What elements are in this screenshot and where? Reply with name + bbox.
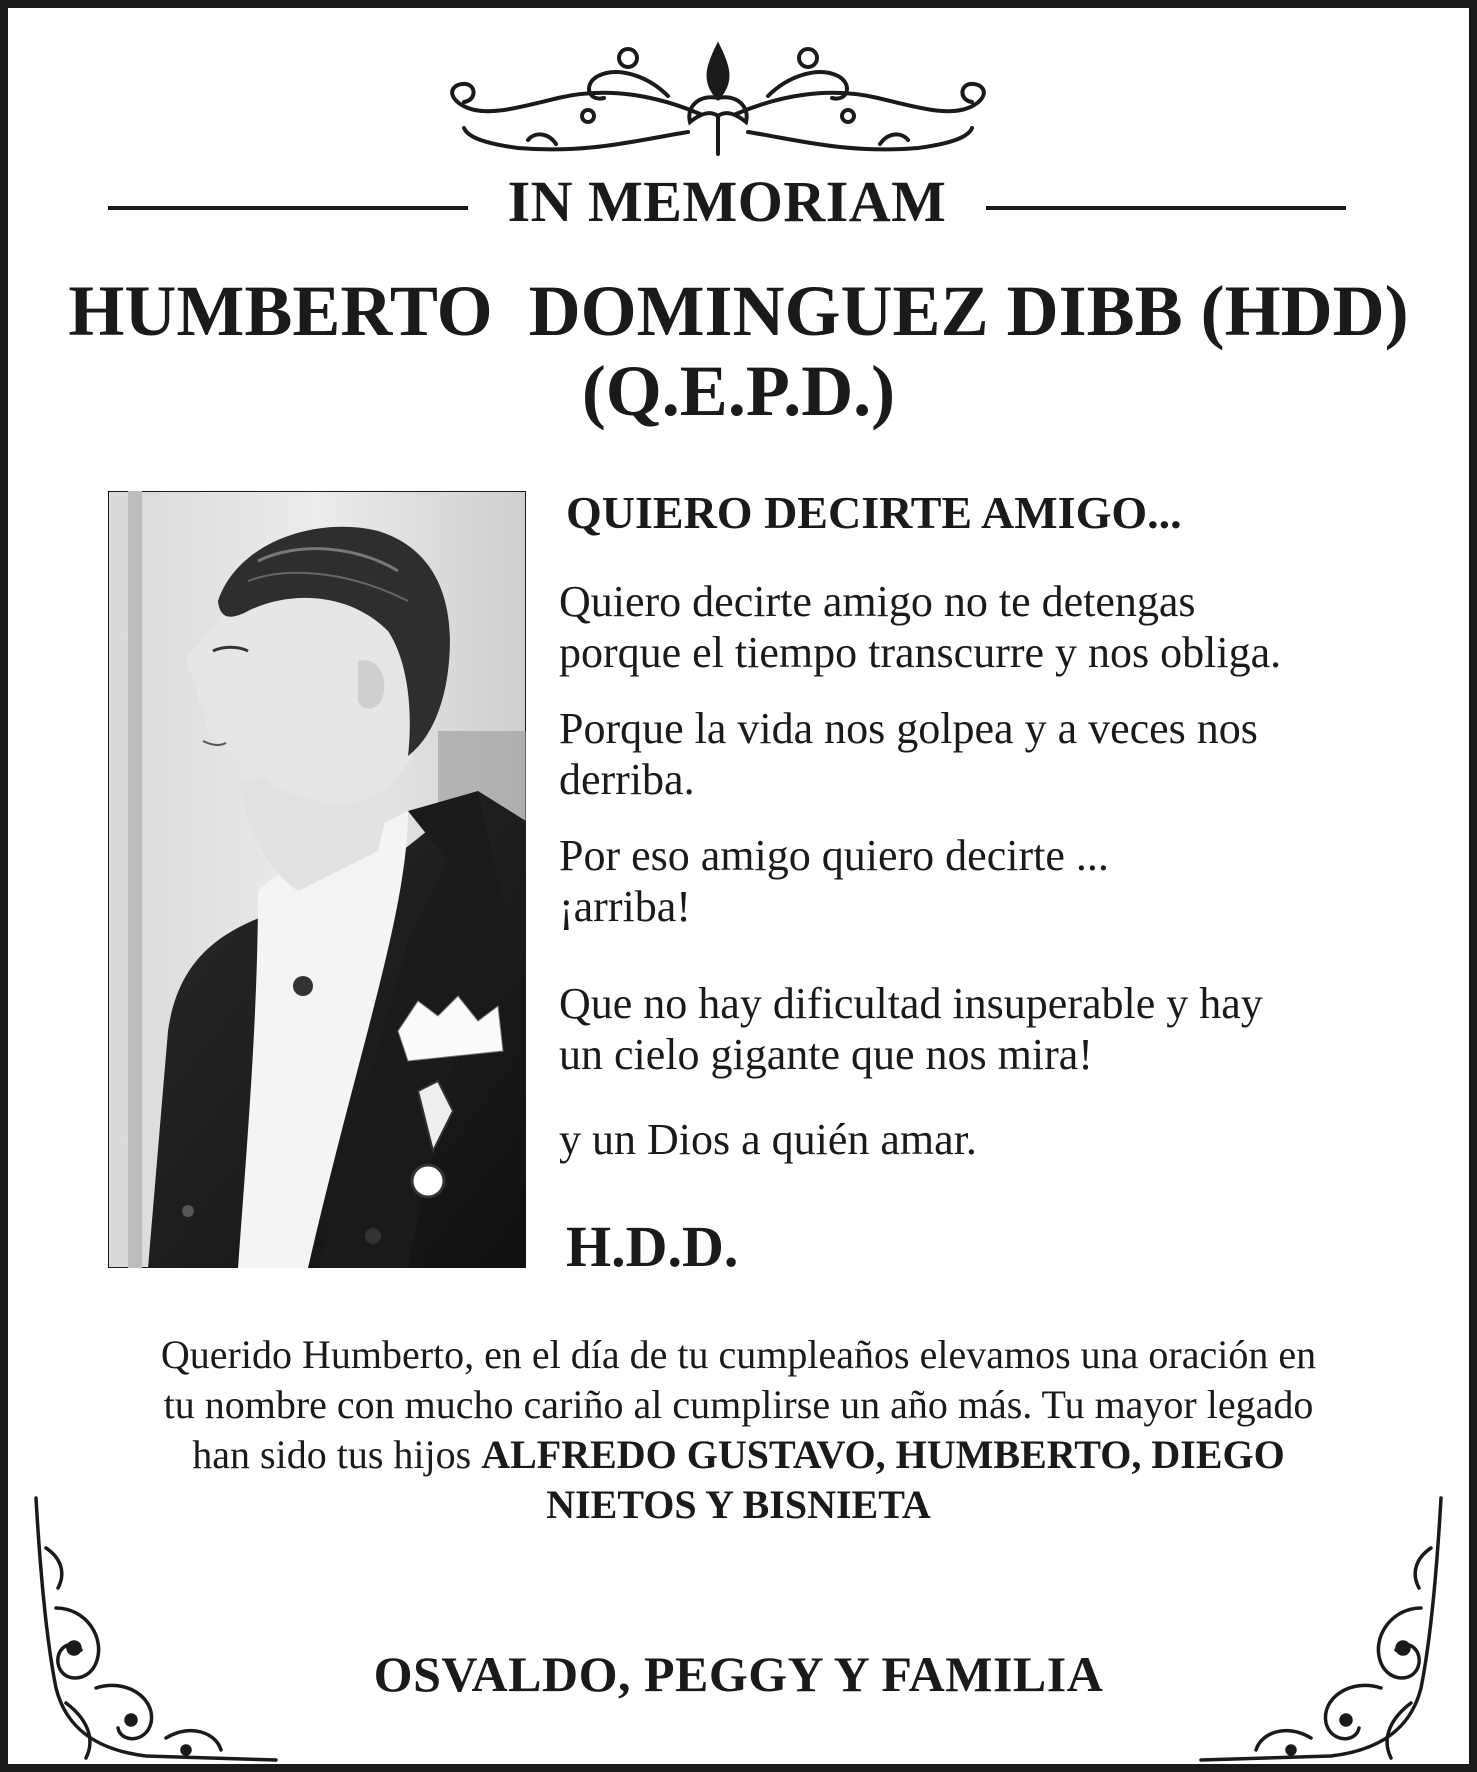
poem-line: Que no hay dificultad insuperable y hay — [559, 979, 1263, 1028]
poem-line: Por eso amigo quiero decirte ... — [559, 831, 1109, 880]
qepd-label: (Q.E.P.D.) — [581, 351, 896, 431]
grandchildren-label: NIETOS Y BISNIETA — [546, 1482, 931, 1527]
message-line: Querido Humberto, en el día de tu cumpleaños elevamos una oración en — [160, 1332, 1317, 1377]
children-names: ALFREDO GUSTAVO, HUMBERTO, DIEGO — [481, 1432, 1285, 1477]
header-label: IN MEMORIAM — [507, 169, 947, 234]
poem-stanza — [559, 703, 1439, 805]
poem-line: porque el tiempo transcurre y nos obliga. — [559, 628, 1282, 677]
poem-stanza — [559, 576, 1439, 678]
poem-stanza — [559, 1114, 1439, 1165]
message-line — [68, 1430, 1409, 1480]
corner-flourish-right-icon — [1191, 1488, 1451, 1768]
poem-line: y un Dios a quién amar. — [559, 1115, 977, 1164]
poem-line: ¡arriba! — [559, 882, 691, 931]
poem-signature: H.D.D. — [566, 1214, 739, 1279]
portrait-photo — [108, 491, 526, 1268]
poem-stanza — [559, 978, 1439, 1080]
poem-title: QUIERO DECIRTE AMIGO... — [566, 487, 1182, 538]
corner-flourish-left-icon — [26, 1488, 286, 1768]
top-ornament-flourish-icon — [438, 36, 998, 166]
poem-line: un cielo gigante que nos mira! — [559, 1030, 1093, 1079]
deceased-name: HUMBERTO DOMINGUEZ DIBB (HDD) — [68, 271, 1409, 351]
poem-line: Quiero decirte amigo no te detengas — [559, 577, 1196, 626]
header-rule-right — [986, 206, 1346, 210]
message-text: han sido tus hijos — [192, 1432, 482, 1477]
poem-stanza — [559, 830, 1439, 932]
family-signoff: OSVALDO, PEGGY Y FAMILIA — [373, 1646, 1104, 1702]
poem-line: derriba. — [559, 755, 695, 804]
header-rule-left — [108, 206, 468, 210]
poem-line: Porque la vida nos golpea y a veces nos — [559, 704, 1258, 753]
message-line: tu nombre con mucho cariño al cumplirse un año más. Tu mayor legado — [163, 1382, 1314, 1427]
